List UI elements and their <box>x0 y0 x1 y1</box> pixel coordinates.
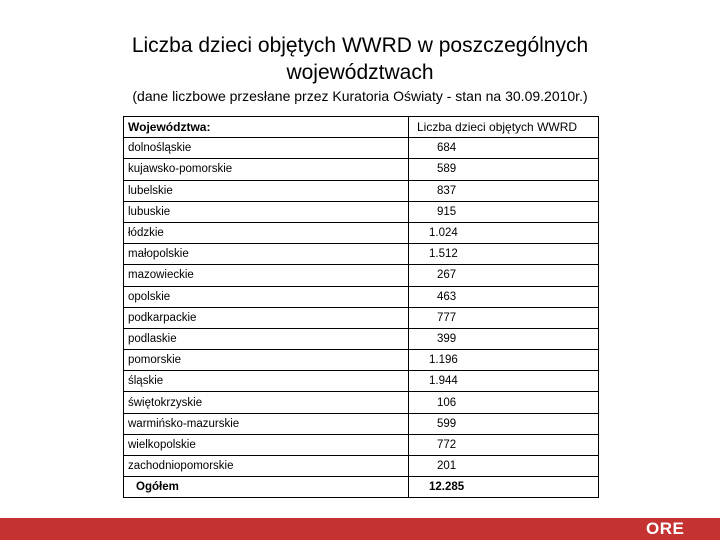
table-row <box>124 180 599 201</box>
region-cell: świętokrzyskie <box>124 392 409 413</box>
table-row <box>124 201 599 222</box>
region-cell: mazowieckie <box>124 265 409 286</box>
region-cell: łódzkie <box>124 222 409 243</box>
count-cell: 201 <box>409 456 599 477</box>
title-line-1: Liczba dzieci objętych WWRD w poszczególnych <box>131 34 589 57</box>
region-cell: pomorskie <box>124 350 409 371</box>
column-header-voivodeship: Województwa: <box>124 117 409 138</box>
region-cell: śląskie <box>124 371 409 392</box>
region-cell: kujawsko-pomorskie <box>124 159 409 180</box>
region-cell: wielkopolskie <box>124 434 409 455</box>
count-cell: 684 <box>409 138 599 159</box>
count-cell: 463 <box>409 286 599 307</box>
table-row <box>124 371 599 392</box>
table-row <box>124 434 599 455</box>
count-cell: 1.024 <box>409 222 599 243</box>
table-total-row <box>124 477 599 498</box>
total-label-cell: Ogółem <box>124 477 409 498</box>
table-header-row <box>124 117 599 138</box>
table-row <box>124 456 599 477</box>
title-line-2: województwach <box>286 61 434 84</box>
count-cell: 1.196 <box>409 350 599 371</box>
table-row <box>124 138 599 159</box>
count-cell: 106 <box>409 392 599 413</box>
count-cell: 399 <box>409 328 599 349</box>
page-subtitle: (dane liczbowe przesłane przez Kuratoria Oświaty - stan na 30.09.2010r.) <box>132 88 588 104</box>
region-cell: dolnośląskie <box>124 138 409 159</box>
table-row <box>124 328 599 349</box>
region-cell: podlaskie <box>124 328 409 349</box>
table-row <box>124 222 599 243</box>
count-cell: 589 <box>409 159 599 180</box>
table-row <box>124 265 599 286</box>
page-title <box>0 32 720 86</box>
footer-bar <box>0 518 720 540</box>
count-cell: 1.944 <box>409 371 599 392</box>
table-row <box>124 244 599 265</box>
region-cell: małopolskie <box>124 244 409 265</box>
region-cell: lubelskie <box>124 180 409 201</box>
region-cell: lubuskie <box>124 201 409 222</box>
table-row <box>124 413 599 434</box>
total-value-cell: 12.285 <box>409 477 599 498</box>
table-row <box>124 159 599 180</box>
count-cell: 915 <box>409 201 599 222</box>
count-cell: 772 <box>409 434 599 455</box>
ore-logo: ORE <box>646 519 685 538</box>
count-cell: 777 <box>409 307 599 328</box>
column-header-children-count: Liczba dzieci objętych WWRD <box>409 117 599 138</box>
region-cell: zachodniopomorskie <box>124 456 409 477</box>
count-cell: 267 <box>409 265 599 286</box>
table-row <box>124 307 599 328</box>
table-row <box>124 350 599 371</box>
region-cell: opolskie <box>124 286 409 307</box>
table-row <box>124 392 599 413</box>
children-by-voivodeship-table <box>123 116 599 498</box>
region-cell: warmińsko-mazurskie <box>124 413 409 434</box>
count-cell: 1.512 <box>409 244 599 265</box>
region-cell: podkarpackie <box>124 307 409 328</box>
table-row <box>124 286 599 307</box>
count-cell: 837 <box>409 180 599 201</box>
count-cell: 599 <box>409 413 599 434</box>
